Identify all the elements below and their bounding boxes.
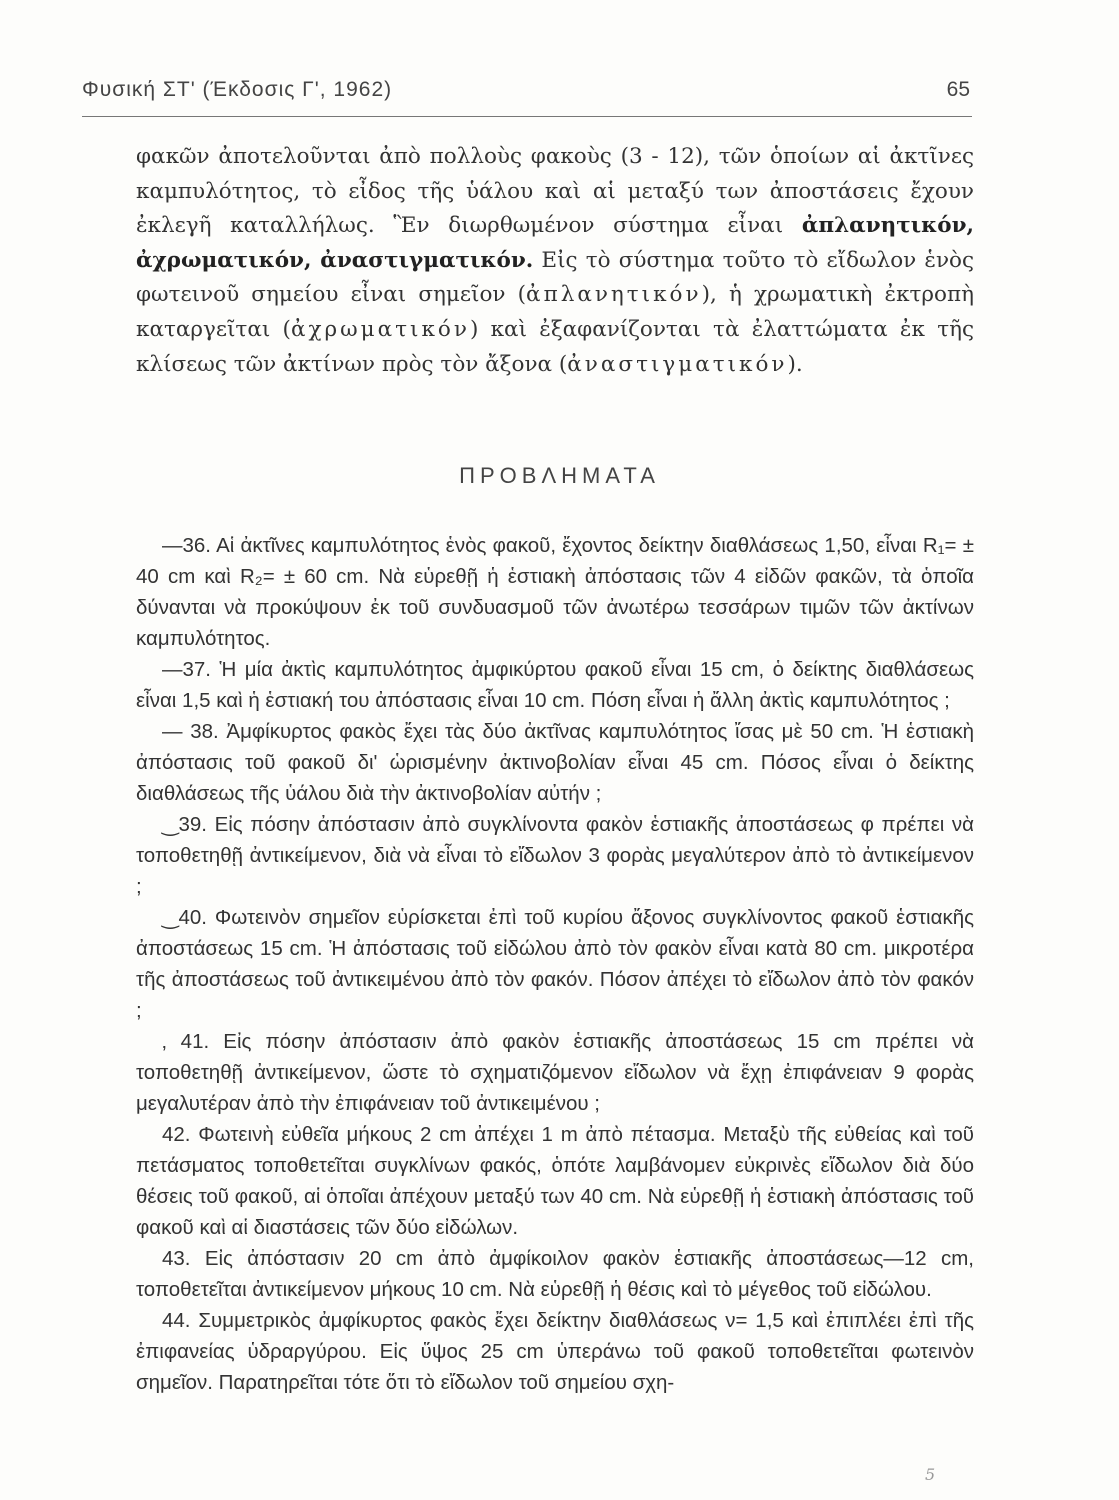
intro-text-4: ) καὶ ἐξαφανίζονται τὰ ἐλαττώματα ἐκ τῆς κλίσεως τῶν ἀκτίνων πρὸς τὸν ἄξονα ( (136, 316, 975, 377)
header-rule (82, 116, 972, 117)
problem-42: 42. Φωτεινὴ εὐθεῖα μήκους 2 cm ἀπέχει 1 m ἀπὸ πέτασμα. Μεταξὺ τῆς εὐθείας καὶ τοῦ πετάσματος τοποθετεῖται συγκλίνων φακός, ὁπότε λαμβάνομεν εὐκρινὲς εἴδωλον διὰ δύο θέσεις τοῦ φακοῦ, αἱ ὁποῖαι ἀπέχουν μεταξύ των 40 cm. Νὰ εὑρεθῇ ἡ ἑστιακὴ ἀπόστασις τοῦ φακοῦ καὶ αἱ διαστάσεις τῶν δύο εἰδώλων. (136, 1123, 974, 1239)
section-title: ΠΡΟΒΛΗΜΑΤΑ (459, 463, 660, 488)
problem-38: — 38. Ἀμφίκυρτος φακὸς ἔχει τὰς δύο ἀκτῖνας καμπυλότητος ἴσας μὲ 50 cm. Ἡ ἑστιακὴ ἀπόστασις τοῦ φακοῦ δι' ὡρισμένην ἀκτινοβολίαν εἶναι 45 cm. Πόσος εἶναι ὁ δείκτης διαθλάσεως τῆς ὑάλου διὰ τὴν ἀκτινοβολίαν αὐτήν ; (136, 720, 974, 805)
intro-paragraph (136, 140, 974, 382)
intro-term-achromatic: ἀχρωματικόν (290, 316, 470, 342)
intro-text-3: ), ἡ χρωματικὴ ἐκτροπὴ καταργεῖται ( (136, 282, 975, 342)
problem-41: ‚ 41. Εἰς πόσην ἀπόστασιν ἀπὸ φακὸν ἑστιακῆς ἀποστάσεως 15 cm πρέπει νὰ τοποθετηθῇ ἀντικείμενον, ὥστε τὸ σχηματιζόμενον εἴδωλον νὰ ἔχῃ ἐπιφάνειαν 9 φορὰς μεγαλυτέραν ἀπὸ τὴν ἐπιφάνειαν τοῦ ἀντικειμένου ; (136, 1030, 974, 1115)
intro-term-anastigmatic: ἀναστιγματικόν (567, 351, 788, 377)
problem-37: —37. Ἡ μία ἀκτὶς καμπυλότητος ἀμφικύρτου φακοῦ εἶναι 15 cm, ὁ δείκτης διαθλάσεως εἶναι 1,5 καὶ ἡ ἑστιακή του ἀπόστασις εἶναι 10 cm. Πόση εἶναι ἡ ἄλλη ἀκτὶς καμπυλότητος ; (136, 658, 974, 712)
intro-text-2: Εἰς τὸ σύστημα τοῦτο τὸ εἴδωλον ἑνὸς φωτεινοῦ σημείου εἶναι σημεῖον ( (136, 247, 974, 308)
intro-text-5: ). (787, 351, 803, 377)
problem-39: ‿39. Εἰς πόσην ἀπόστασιν ἀπὸ συγκλίνοντα φακὸν ἑστιακῆς ἀποστάσεως φ πρέπει νὰ τοποθετηθῇ ἀντικείμενον, διὰ νὰ εἶναι τὸ εἴδωλον 3 φορὰς μεγαλύτερον ἀπὸ τὸ ἀντικείμενον ; (136, 813, 974, 898)
intro-term-aplanatic: ἀπλανητικόν (526, 282, 702, 308)
problem-43: 43. Εἰς ἀπόστασιν 20 cm ἀπὸ ἀμφίκοιλον φακὸν ἑστιακῆς ἀποστάσεως—12 cm, τοποθετεῖται ἀντικείμενον μήκους 10 cm. Νὰ εὑρεθῇ ἡ θέσις καὶ τὸ μέγεθος τοῦ εἰδώλου. (136, 1247, 974, 1301)
running-title: Φυσική ΣΤ' (Έκδοσις Γ', 1962) (82, 78, 393, 101)
problem-44: 44. Συμμετρικὸς ἀμφίκυρτος φακὸς ἔχει δείκτην διαθλάσεως ν= 1,5 καὶ ἐπιπλέει ἐπὶ τῆς ἐπιφανείας ὑδραργύρου. Εἰς ὕψος 25 cm ὑπεράνω τοῦ φακοῦ τοποθετεῖται φωτεινὸν σημεῖον. Παρατηρεῖται τότε ὅτι τὸ εἴδωλον τοῦ σημείου σχη- (136, 1309, 974, 1394)
footer-mark: 5 (925, 1465, 936, 1484)
problem-list (136, 530, 974, 1398)
page-number: 65 (946, 78, 970, 101)
intro-text-1: φακῶν ἀποτελοῦνται ἀπὸ πολλοὺς φακοὺς (3 - 12), τῶν ὁποίων αἱ ἀκτῖνες καμπυλότητος, τὸ εἶδος τῆς ὑάλου καὶ αἱ μεταξύ των ἀποστάσεις ἔχουν ἐκλεγῆ καταλλήλως. Ἓν διωρθωμένον σύστημα εἶναι (136, 144, 974, 239)
intro-bold-terms: ἀπλανητικόν, ἀχρωματικόν, ἀναστιγματικόν. (136, 213, 974, 273)
problem-40: ‿40. Φωτεινὸν σημεῖον εὑρίσκεται ἐπὶ τοῦ κυρίου ἄξονος συγκλίνοντος φακοῦ ἑστιακῆς ἀποστάσεως 15 cm. Ἡ ἀπόστασις τοῦ εἰδώλου ἀπὸ τὸν φακὸν εἶναι κατὰ 80 cm. μικροτέρα τῆς ἀποστάσεως τοῦ ἀντικειμένου ἀπὸ τὸν φακόν. Πόσον ἀπέχει τὸ εἴδωλον ἀπὸ τὸν φακόν ; (136, 906, 974, 1022)
problem-36: —36. Αἱ ἀκτῖνες καμπυλότητος ἑνὸς φακοῦ, ἔχοντος δείκτην διαθλάσεως 1,50, εἶναι R₁= ± 40 cm καὶ R₂= ± 60 cm. Νὰ εὑρεθῇ ἡ ἑστιακὴ ἀπόστασις τῶν 4 εἰδῶν φακῶν, τὰ ὁποῖα δύνανται νὰ προκύψουν ἐκ τοῦ συνδυασμοῦ τῶν ἀνωτέρω τεσσάρων τιμῶν τῶν ἀκτίνων καμπυλότητος. (136, 534, 974, 650)
running-header (82, 70, 970, 110)
